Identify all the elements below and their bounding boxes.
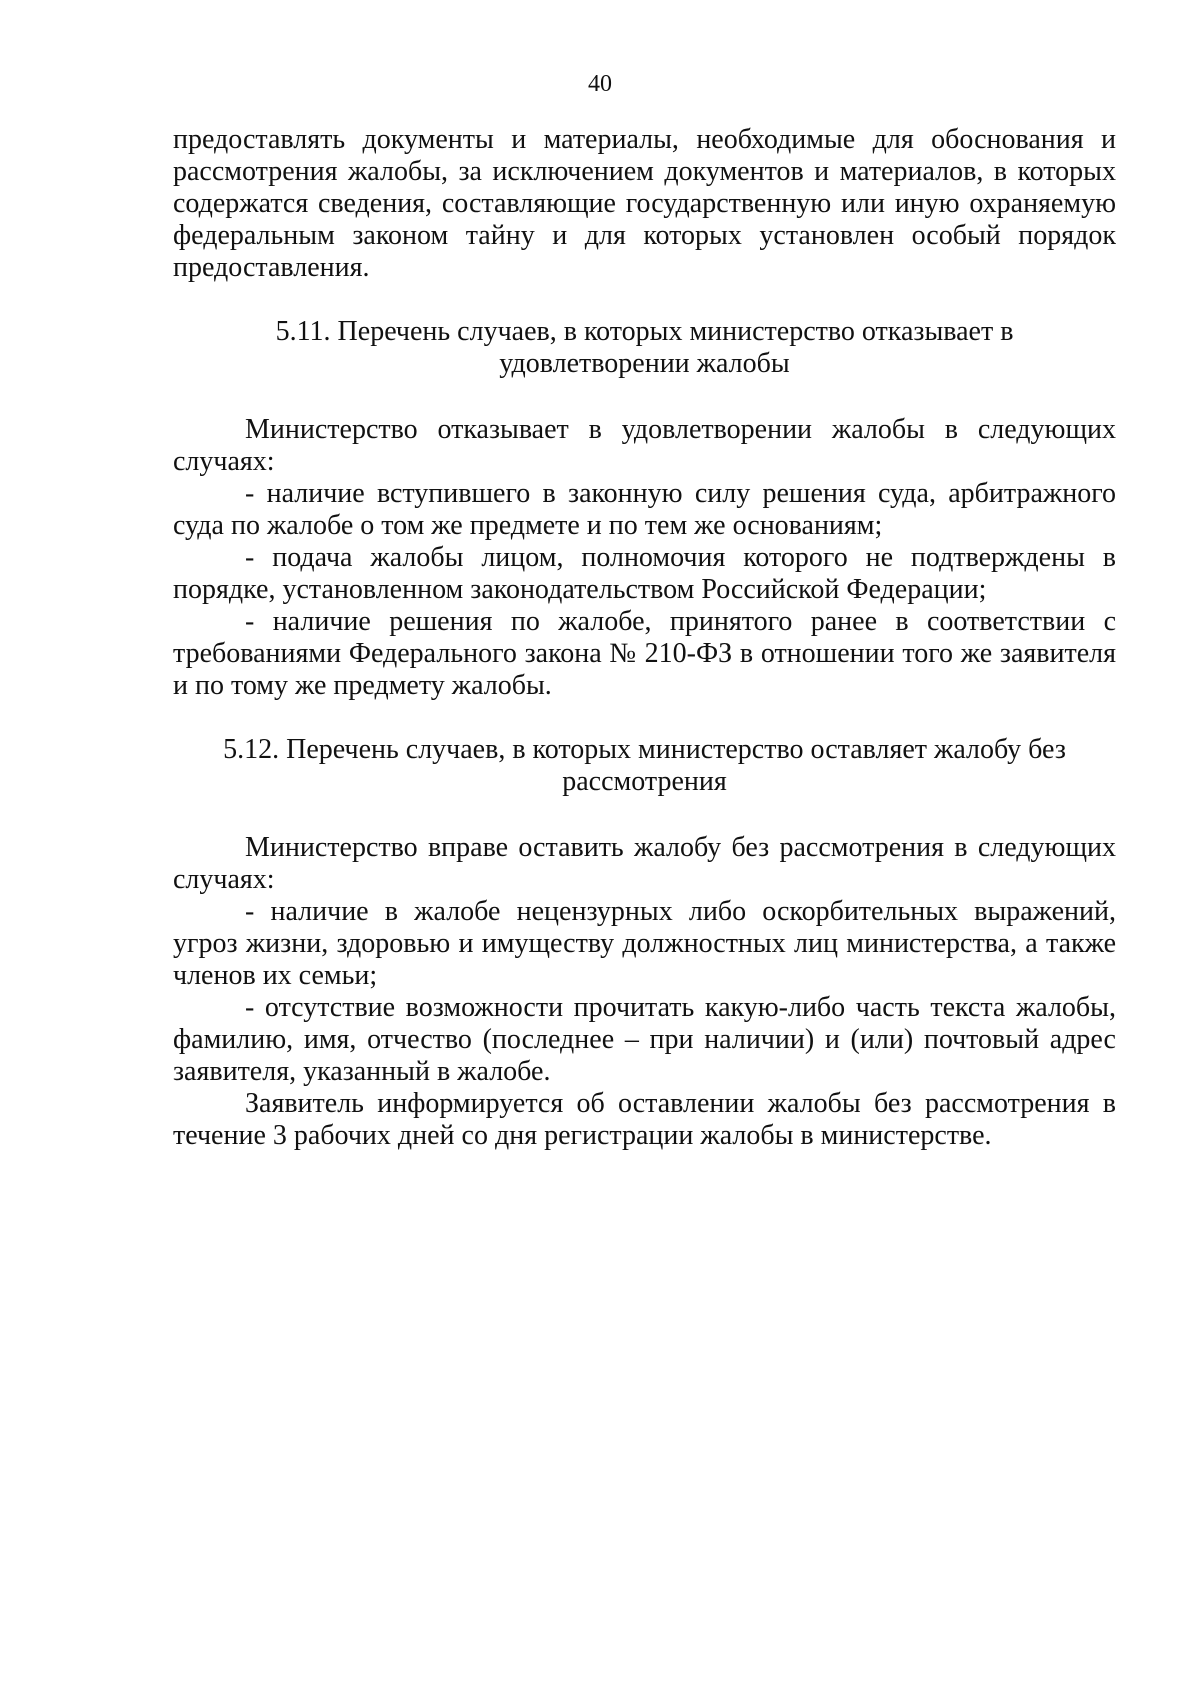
section-5-11-heading — [173, 316, 1116, 380]
section-5-12-item-2: - отсутствие возможности прочитать какую-либо часть текста жалобы, фамилию, имя, отчество (последнее – при наличии) и (или) почтовый адрес заявителя, указанный в жалобе. — [173, 992, 1116, 1087]
section-5-12-heading-line2: рассмотрения — [562, 766, 727, 797]
section-5-11-intro: Министерство отказывает в удовлетворении жалобы в следующих случаях: — [173, 414, 1116, 477]
page-number: 40 — [588, 71, 612, 97]
section-5-11-item-2: - подача жалобы лицом, полномочия которого не подтверждены в порядке, установленном законодательством Российской Федерации; — [173, 542, 1116, 605]
section-5-11-heading-line1: 5.11. Перечень случаев, в которых министерство отказывает в — [275, 316, 1014, 347]
section-5-11-item-3: - наличие решения по жалобе, принятого ранее в соответствии с требованиями Федерального закона № 210-ФЗ в отношении того же заявителя и по тому же предмету жалобы. — [173, 606, 1116, 701]
document-body — [173, 124, 1116, 1152]
section-5-12-heading-line1: 5.12. Перечень случаев, в которых министерство оставляет жалобу без — [223, 734, 1066, 765]
section-5-12-item-1: - наличие в жалобе нецензурных либо оскорбительных выражений, угроз жизни, здоровью и имуществу должностных лиц министерства, а также членов их семьи; — [173, 896, 1116, 991]
section-5-11-heading-line2: удовлетворении жалобы — [499, 348, 790, 379]
section-5-12-closing: Заявитель информируется об оставлении жалобы без рассмотрения в течение 3 рабочих дней со дня регистрации жалобы в министерстве. — [173, 1088, 1116, 1151]
section-5-12-intro: Министерство вправе оставить жалобу без рассмотрения в следующих случаях: — [173, 832, 1116, 895]
section-5-12-heading — [173, 734, 1116, 798]
section-5-11-item-1: - наличие вступившего в законную силу решения суда, арбитражного суда по жалобе о том же предмете и по тем же основаниям; — [173, 478, 1116, 541]
continuation-paragraph: предоставлять документы и материалы, необходимые для обоснования и рассмотрения жалобы, за исключением документов и материалов, в которых содержатся сведения, составляющие государственную или иную охраняемую федеральным законом тайну и для которых установлен особый порядок предоставления. — [173, 124, 1116, 283]
